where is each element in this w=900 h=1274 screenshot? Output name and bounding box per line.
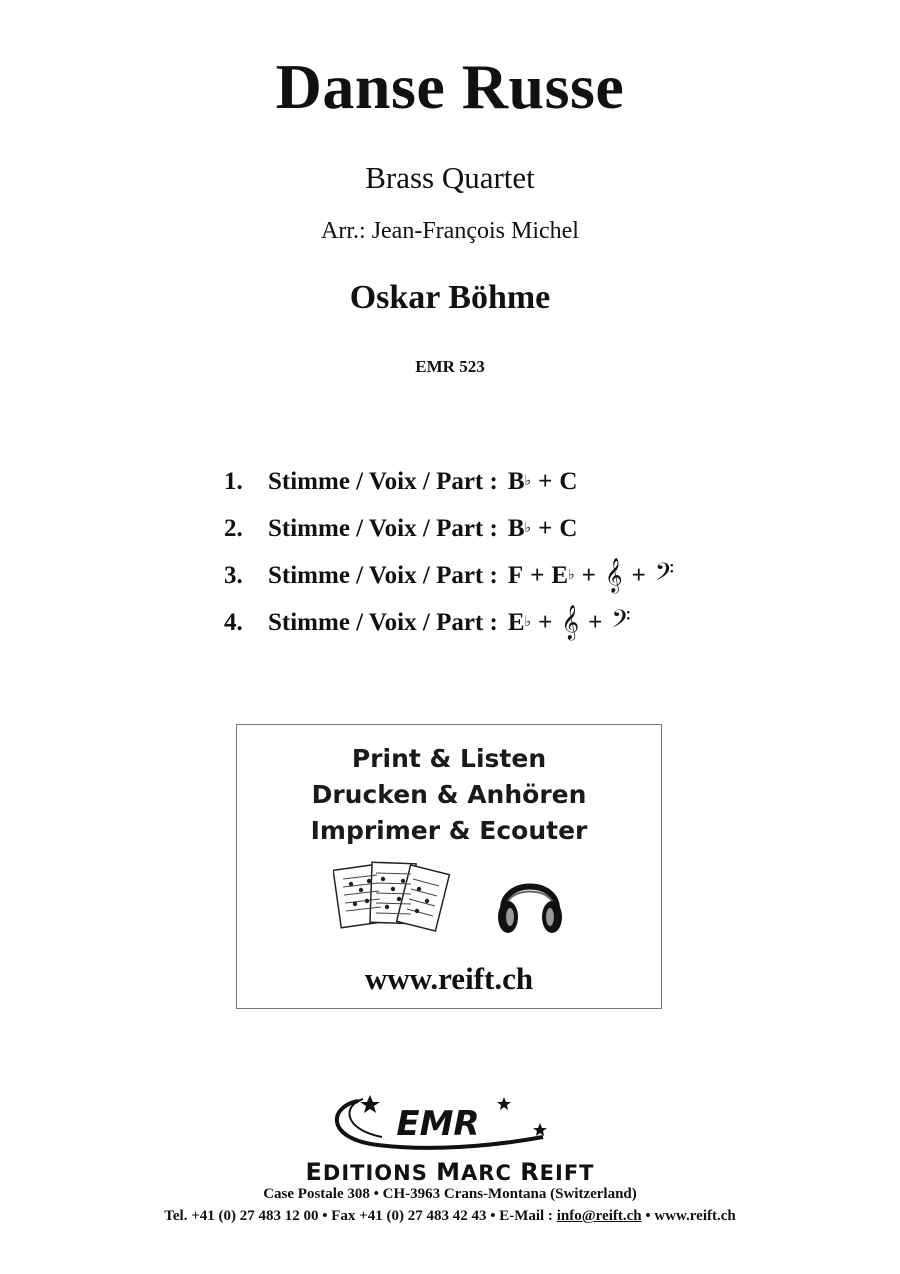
composer-name: Oskar Böhme — [349, 279, 551, 316]
logo-text: EMR — [396, 1104, 480, 1144]
key-c: C — [559, 467, 578, 495]
publisher-contact — [0, 1208, 900, 1225]
promo-url[interactable]: www.reift.ch — [364, 961, 534, 996]
print-listen-box — [236, 724, 662, 1009]
promo-line-print: Print & Listen — [351, 744, 547, 773]
headphones-icon — [495, 865, 565, 941]
promo-icons — [237, 859, 661, 949]
plus-sign: + — [538, 608, 553, 636]
arranger-credit: Arr.: Jean-François Michel — [321, 218, 579, 244]
treble-clef-icon: 𝄞 — [604, 557, 623, 593]
key-e: E — [507, 608, 525, 636]
promo-line-drucken: Drucken & Anhören — [311, 780, 587, 809]
part-label: Stimme / Voix / Part : — [268, 467, 498, 495]
bass-clef-icon: 𝄢 — [654, 557, 675, 593]
part-number: 4. — [224, 608, 243, 636]
plus-sign: + — [631, 561, 646, 589]
part-number: 3. — [224, 561, 243, 589]
key-b: B — [507, 467, 525, 495]
part-keys: B ♭ + C — [507, 514, 578, 542]
plus-sign: + — [538, 514, 553, 542]
part-keys: B ♭ + C — [507, 467, 578, 495]
key-c: C — [559, 514, 578, 542]
subtitle: Brass Quartet — [365, 160, 535, 195]
promo-text — [237, 741, 661, 849]
key-e: E — [551, 561, 569, 589]
part-keys: F + E ♭ + 𝄞 + 𝄢 — [507, 557, 675, 593]
plus-sign: + — [581, 561, 596, 589]
part-number: 1. — [224, 467, 243, 495]
promo-line-imprimer: Imprimer & Ecouter — [310, 816, 588, 845]
part-row — [224, 505, 784, 552]
page-title: Danse Russe — [275, 51, 625, 122]
email-link[interactable]: info@reift.ch — [556, 1208, 642, 1224]
part-number: 2. — [224, 514, 243, 542]
publisher-name: EDITIONS MARC REIFT — [305, 1158, 595, 1186]
sheet-music-icon — [333, 859, 453, 939]
plus-sign: + — [530, 561, 545, 589]
bass-clef-icon: 𝄢 — [611, 604, 631, 640]
key-f: F — [507, 561, 524, 589]
plus-sign: + — [538, 467, 553, 495]
contact-phone-fax: Tel. +41 (0) 27 483 12 00 • Fax +41 (0) 27 483 42 43 • E-Mail : — [164, 1208, 557, 1224]
publisher-address: Case Postale 308 • CH-3963 Crans-Montana (Switzerland) — [263, 1186, 637, 1202]
contact-website[interactable]: • www.reift.ch — [641, 1208, 736, 1224]
part-keys: E ♭ + 𝄞 + 𝄢 — [507, 604, 631, 640]
treble-clef-icon: 𝄞 — [561, 604, 580, 640]
part-label: Stimme / Voix / Part : — [268, 514, 498, 542]
part-row — [224, 552, 784, 599]
part-row — [224, 458, 784, 505]
plus-sign: + — [588, 608, 603, 636]
part-label: Stimme / Voix / Part : — [268, 561, 498, 589]
catalog-number: EMR 523 — [415, 357, 485, 376]
part-label: Stimme / Voix / Part : — [268, 608, 498, 636]
parts-list — [224, 458, 784, 646]
key-b: B — [507, 514, 525, 542]
part-row — [224, 599, 784, 646]
emr-logo — [318, 1093, 558, 1155]
